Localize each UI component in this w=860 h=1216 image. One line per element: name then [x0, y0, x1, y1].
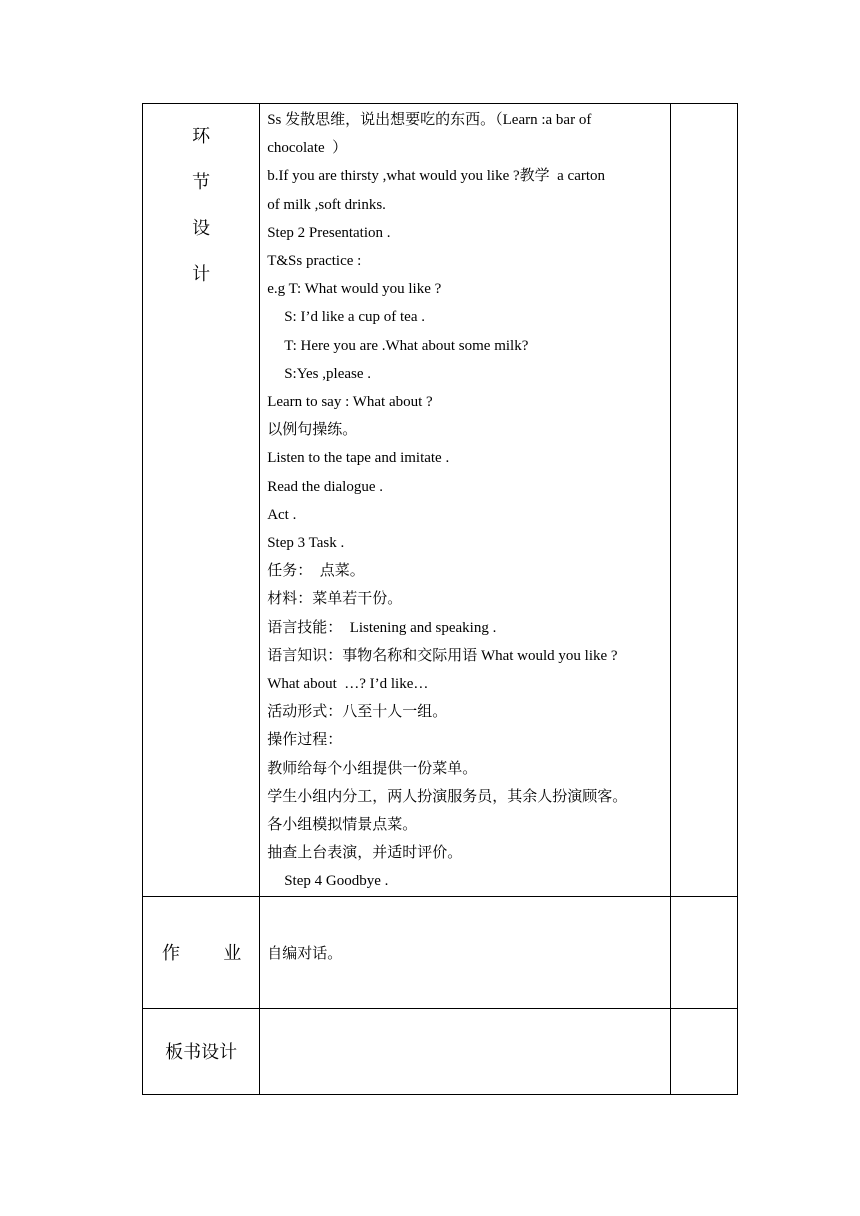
- content-line: 语言知识：事物名称和交际用语 What would you like ?: [267, 647, 618, 664]
- content-line: e.g T: What would you like ?: [267, 281, 442, 298]
- design-content-cell: [260, 104, 671, 897]
- content-line: 材料：菜单若干份。: [267, 591, 403, 608]
- content-line: Act .: [267, 506, 297, 523]
- design-label-char: 设: [192, 218, 211, 239]
- board-label: 板书设计: [165, 1042, 238, 1064]
- homework-row: [143, 896, 738, 1008]
- design-content: [260, 104, 670, 896]
- board-content-cell: [260, 1008, 671, 1094]
- content-line: Step 3 Task .: [267, 535, 345, 552]
- board-label-cell: [143, 1008, 260, 1094]
- content-line: b.If you are thirsty ,what would you like ?教学 a carton: [267, 168, 606, 185]
- homework-notes-cell: [670, 896, 737, 1008]
- content-line: 语言技能： Listening and speaking .: [267, 619, 497, 636]
- homework-label: [143, 897, 259, 1008]
- design-label-cell: [143, 104, 260, 897]
- homework-label-left: 作: [162, 943, 180, 965]
- content-line: chocolate ）: [267, 140, 348, 157]
- content-line: Listen to the tape and imitate .: [267, 450, 450, 467]
- design-label-char: 环: [192, 126, 211, 147]
- content-line: Ss 发散思维，说出想要吃的东西。（Learn :a bar of: [267, 112, 592, 128]
- design-label-char: 计: [192, 264, 211, 285]
- content-line: Step 2 Presentation .: [267, 224, 391, 241]
- content-line: What about …? I’d like…: [267, 676, 429, 693]
- content-line: of milk ,soft drinks.: [267, 196, 386, 213]
- lesson-plan-table: [142, 103, 738, 1095]
- content-line: Learn to say : What about ?: [267, 394, 433, 411]
- content-line: 任务： 点菜。: [267, 563, 365, 580]
- design-row: [143, 104, 738, 897]
- design-label-char: 节: [192, 172, 211, 193]
- homework-label-right: 业: [223, 943, 242, 965]
- content-line: S: I’d like a cup of tea .: [284, 309, 425, 326]
- content-line: T: Here you are .What about some milk?: [284, 337, 529, 354]
- content-line: 以例句操练。: [267, 422, 358, 439]
- content-line: T&Ss practice :: [267, 253, 362, 270]
- homework-content-cell: [260, 896, 671, 1008]
- board-notes-cell: [670, 1008, 737, 1094]
- homework-content: 自编对话。: [267, 943, 343, 962]
- content-line: Step 4 Goodbye .: [284, 873, 389, 890]
- content-line: 操作过程：: [267, 732, 343, 749]
- content-line: Read the dialogue .: [267, 478, 383, 495]
- content-line: 活动形式：八至十人一组。: [267, 704, 448, 721]
- content-line: 学生小组内分工，两人扮演服务员，其余人扮演顾客。: [267, 788, 628, 805]
- design-notes-cell: [670, 104, 737, 897]
- board-row: [143, 1008, 738, 1094]
- content-line: 教师给每个小组提供一份菜单。: [267, 760, 478, 777]
- design-label: [143, 104, 259, 298]
- content-line: S:Yes ,please .: [284, 365, 372, 382]
- homework-label-cell: [143, 896, 260, 1008]
- content-line: 抽查上台表演，并适时评价。: [267, 845, 463, 862]
- content-line: 各小组模拟情景点菜。: [267, 817, 418, 834]
